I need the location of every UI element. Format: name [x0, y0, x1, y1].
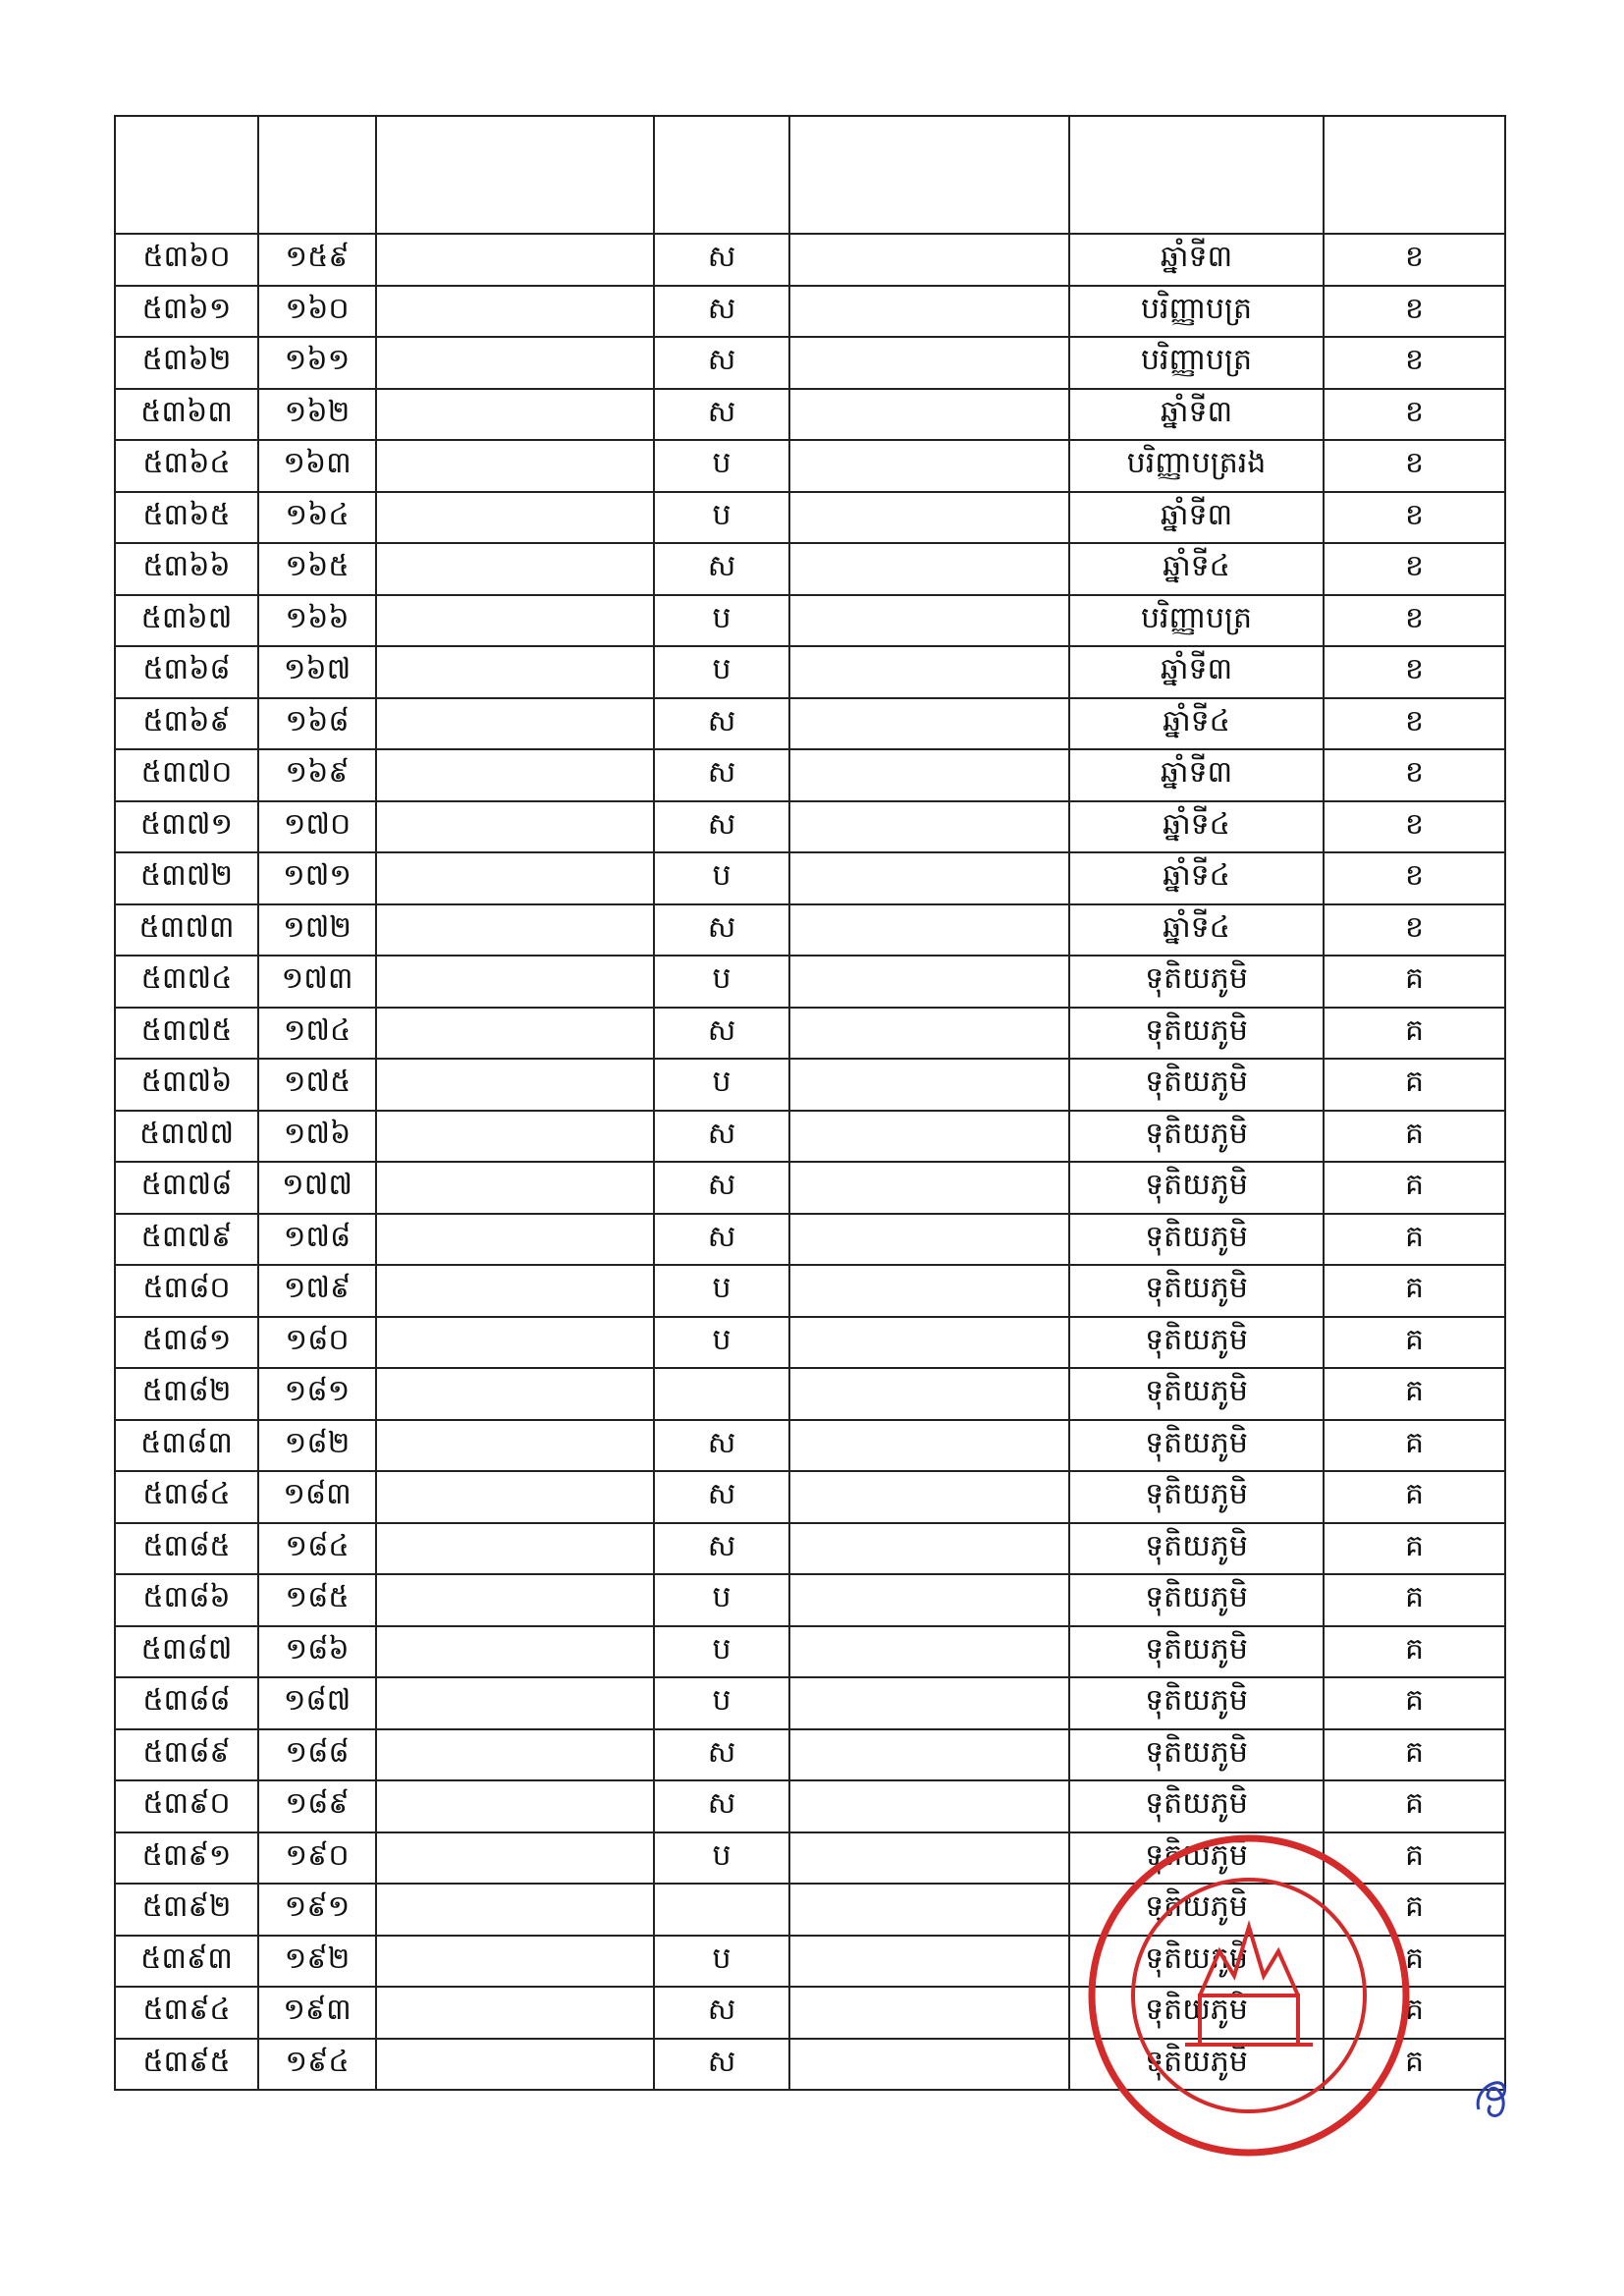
qualification-cell: ទុតិយភូមិ [1069, 1059, 1324, 1111]
full-name-cell [376, 749, 654, 801]
qualification-cell: ឆ្នាំទី៣ [1069, 389, 1324, 441]
number-cell: ១៩៣ [258, 1987, 376, 2039]
gender-cell: ស [654, 904, 789, 957]
qualification-cell: ទុតិយភូមិ [1069, 1162, 1324, 1214]
gender-cell: ស [654, 286, 789, 338]
table-row [115, 492, 1505, 544]
number-cell: ១៧៥ [258, 1059, 376, 1111]
full-name-cell [376, 1729, 654, 1781]
date-of-birth-cell [789, 1729, 1069, 1781]
overall-number-cell: ៥៣៩៤ [115, 1987, 258, 2039]
date-of-birth-cell [789, 698, 1069, 750]
full-name-cell [376, 337, 654, 389]
gender-cell [654, 1884, 789, 1936]
category-cell: គ [1324, 1574, 1505, 1626]
date-of-birth-cell [789, 801, 1069, 853]
gender-cell: ស [654, 1214, 789, 1266]
qualification-cell: ឆ្នាំទី៣ [1069, 646, 1324, 698]
header-date-of-birth [789, 116, 1069, 234]
date-of-birth-cell [789, 646, 1069, 698]
full-name-cell [376, 1936, 654, 1988]
overall-number-cell: ៥៣៩២ [115, 1884, 258, 1936]
overall-number-cell: ៥៣៦៦ [115, 543, 258, 595]
date-of-birth-cell [789, 1987, 1069, 2039]
number-cell: ១៧១ [258, 852, 376, 904]
overall-number-cell: ៥៣៨០ [115, 1265, 258, 1317]
table-row [115, 1162, 1505, 1214]
number-cell: ១៩៤ [258, 2039, 376, 2091]
table-row [115, 646, 1505, 698]
qualification-cell: ឆ្នាំទី៤ [1069, 698, 1324, 750]
category-cell: គ [1324, 1214, 1505, 1266]
date-of-birth-cell [789, 1780, 1069, 1832]
gender-cell: ស [654, 1987, 789, 2039]
full-name-cell [376, 2039, 654, 2091]
qualification-cell: បរិញ្ញាបត្រ [1069, 286, 1324, 338]
number-cell: ១៨៩ [258, 1780, 376, 1832]
category-cell: ខ [1324, 337, 1505, 389]
number-cell: ១៦៨ [258, 698, 376, 750]
full-name-cell [376, 801, 654, 853]
overall-number-cell: ៥៣៨៥ [115, 1523, 258, 1575]
category-cell: ខ [1324, 234, 1505, 286]
number-cell: ១៧៤ [258, 1008, 376, 1060]
qualification-cell: ឆ្នាំទី៤ [1069, 852, 1324, 904]
full-name-cell [376, 1059, 654, 1111]
gender-cell: ស [654, 1729, 789, 1781]
date-of-birth-cell [789, 749, 1069, 801]
overall-number-cell: ៥៣៨៧ [115, 1626, 258, 1678]
date-of-birth-cell [789, 2039, 1069, 2091]
table-row [115, 286, 1505, 338]
date-of-birth-cell [789, 1008, 1069, 1060]
overall-number-cell: ៥៣៨៨ [115, 1677, 258, 1729]
gender-cell: ប [654, 1832, 789, 1885]
table-row [115, 1471, 1505, 1523]
number-cell: ១៧៣ [258, 956, 376, 1008]
full-name-cell [376, 389, 654, 441]
overall-number-cell: ៥៣៩០ [115, 1780, 258, 1832]
category-cell: គ [1324, 1729, 1505, 1781]
full-name-cell [376, 1832, 654, 1885]
number-cell: ១៦២ [258, 389, 376, 441]
category-cell: ខ [1324, 852, 1505, 904]
category-cell: គ [1324, 1884, 1505, 1936]
category-cell: ខ [1324, 646, 1505, 698]
table-row [115, 852, 1505, 904]
gender-cell: ស [654, 389, 789, 441]
signature-mark [1471, 2070, 1514, 2119]
table-row [115, 904, 1505, 957]
table-row [115, 543, 1505, 595]
qualification-cell: ទុតិយភូមិ [1069, 1420, 1324, 1472]
date-of-birth-cell [789, 543, 1069, 595]
gender-cell: ស [654, 1162, 789, 1214]
official-seal-stamp [1082, 1829, 1416, 2162]
category-cell: គ [1324, 2039, 1505, 2091]
overall-number-cell: ៥៣៧០ [115, 749, 258, 801]
date-of-birth-cell [789, 1626, 1069, 1678]
date-of-birth-cell [789, 904, 1069, 957]
date-of-birth-cell [789, 1832, 1069, 1885]
category-cell: គ [1324, 1368, 1505, 1420]
overall-number-cell: ៥៣៦០ [115, 234, 258, 286]
table-row [115, 698, 1505, 750]
full-name-cell [376, 1523, 654, 1575]
full-name-cell [376, 440, 654, 492]
qualification-cell: ទុតិយភូមិ [1069, 1574, 1324, 1626]
full-name-cell [376, 1008, 654, 1060]
qualification-cell: ទុតិយភូមិ [1069, 1677, 1324, 1729]
header-gender [654, 116, 789, 234]
date-of-birth-cell [789, 1059, 1069, 1111]
gender-cell: ស [654, 543, 789, 595]
category-cell: គ [1324, 1111, 1505, 1163]
table-row [115, 749, 1505, 801]
full-name-cell [376, 1420, 654, 1472]
gender-cell: ប [654, 1059, 789, 1111]
full-name-cell [376, 1317, 654, 1369]
category-cell: ខ [1324, 543, 1505, 595]
number-cell: ១៨៧ [258, 1677, 376, 1729]
date-of-birth-cell [789, 1523, 1069, 1575]
date-of-birth-cell [789, 389, 1069, 441]
overall-number-cell: ៥៣៧៥ [115, 1008, 258, 1060]
overall-number-cell: ៥៣៨៦ [115, 1574, 258, 1626]
category-cell: គ [1324, 1987, 1505, 2039]
full-name-cell [376, 286, 654, 338]
table-row [115, 1214, 1505, 1266]
gender-cell: ស [654, 1471, 789, 1523]
qualification-cell: ទុតិយភូមិ [1069, 2039, 1324, 2091]
full-name-cell [376, 1162, 654, 1214]
overall-number-cell: ៥៣៦៥ [115, 492, 258, 544]
qualification-cell: ឆ្នាំទី៣ [1069, 492, 1324, 544]
table-row [115, 801, 1505, 853]
number-cell: ១៧៦ [258, 1111, 376, 1163]
number-cell: ១៩០ [258, 1832, 376, 1885]
category-cell: ខ [1324, 801, 1505, 853]
overall-number-cell: ៥៣៧៩ [115, 1214, 258, 1266]
table-row [115, 234, 1505, 286]
date-of-birth-cell [789, 1471, 1069, 1523]
gender-cell: ស [654, 749, 789, 801]
table-row [115, 337, 1505, 389]
date-of-birth-cell [789, 1884, 1069, 1936]
category-cell: គ [1324, 1059, 1505, 1111]
full-name-cell [376, 1626, 654, 1678]
overall-number-cell: ៥៣៧៣ [115, 904, 258, 957]
overall-number-cell: ៥៣៧៤ [115, 956, 258, 1008]
qualification-cell: ទុតិយភូមិ [1069, 1780, 1324, 1832]
category-cell: គ [1324, 1677, 1505, 1729]
overall-number-cell: ៥៣៦៤ [115, 440, 258, 492]
number-cell: ១៧២ [258, 904, 376, 957]
table-row [115, 389, 1505, 441]
table-row [115, 956, 1505, 1008]
category-cell: គ [1324, 1471, 1505, 1523]
number-cell: ១៦១ [258, 337, 376, 389]
number-cell: ១៨៨ [258, 1729, 376, 1781]
table-row [115, 1265, 1505, 1317]
full-name-cell [376, 904, 654, 957]
qualification-cell: ទុតិយភូមិ [1069, 1317, 1324, 1369]
gender-cell: ស [654, 337, 789, 389]
category-cell: គ [1324, 1317, 1505, 1369]
table-header-row [115, 116, 1505, 234]
header-number [258, 116, 376, 234]
number-cell: ១៦៥ [258, 543, 376, 595]
qualification-cell: ឆ្នាំទី៤ [1069, 801, 1324, 853]
number-cell: ១៦៩ [258, 749, 376, 801]
date-of-birth-cell [789, 852, 1069, 904]
qualification-cell: ទុតិយភូមិ [1069, 1111, 1324, 1163]
number-cell: ១៦០ [258, 286, 376, 338]
number-cell: ១៧៧ [258, 1162, 376, 1214]
qualification-cell: ទុតិយភូមិ [1069, 1884, 1324, 1936]
qualification-cell: ទុតិយភូមិ [1069, 1523, 1324, 1575]
qualification-cell: ឆ្នាំទី៣ [1069, 234, 1324, 286]
date-of-birth-cell [789, 440, 1069, 492]
table-row [115, 595, 1505, 647]
qualification-cell: ឆ្នាំទី៣ [1069, 749, 1324, 801]
gender-cell: ប [654, 1626, 789, 1678]
category-cell: គ [1324, 1936, 1505, 1988]
date-of-birth-cell [789, 1420, 1069, 1472]
qualification-cell: ទុតិយភូមិ [1069, 1368, 1324, 1420]
overall-number-cell: ៥៣៨៤ [115, 1471, 258, 1523]
number-cell: ១៩១ [258, 1884, 376, 1936]
date-of-birth-cell [789, 1677, 1069, 1729]
full-name-cell [376, 1265, 654, 1317]
table-row [115, 1729, 1505, 1781]
number-cell: ១៦៣ [258, 440, 376, 492]
gender-cell: ប [654, 646, 789, 698]
qualification-cell: ទុតិយភូមិ [1069, 1214, 1324, 1266]
gender-cell: ប [654, 1265, 789, 1317]
header-full-name [376, 116, 654, 234]
category-cell: ខ [1324, 698, 1505, 750]
table-row [115, 1008, 1505, 1060]
category-cell: គ [1324, 1780, 1505, 1832]
gender-cell: ស [654, 801, 789, 853]
table-row [115, 1368, 1505, 1420]
full-name-cell [376, 1677, 654, 1729]
qualification-cell: ឆ្នាំទី៤ [1069, 904, 1324, 957]
gender-cell: ស [654, 1111, 789, 1163]
full-name-cell [376, 1574, 654, 1626]
category-cell: ខ [1324, 904, 1505, 957]
table-row [115, 1059, 1505, 1111]
qualification-cell: ទុតិយភូមិ [1069, 1729, 1324, 1781]
qualification-cell: ទុតិយភូមិ [1069, 1008, 1324, 1060]
full-name-cell [376, 234, 654, 286]
full-name-cell [376, 543, 654, 595]
full-name-cell [376, 1780, 654, 1832]
date-of-birth-cell [789, 1111, 1069, 1163]
overall-number-cell: ៥៣៦៨ [115, 646, 258, 698]
number-cell: ១៧៨ [258, 1214, 376, 1266]
category-cell: គ [1324, 1626, 1505, 1678]
number-cell: ១៨៥ [258, 1574, 376, 1626]
overall-number-cell: ៥៣៨៩ [115, 1729, 258, 1781]
date-of-birth-cell [789, 1936, 1069, 1988]
category-cell: គ [1324, 1420, 1505, 1472]
date-of-birth-cell [789, 492, 1069, 544]
full-name-cell [376, 646, 654, 698]
full-name-cell [376, 1884, 654, 1936]
qualification-cell: ទុតិយភូមិ [1069, 1265, 1324, 1317]
full-name-cell [376, 1368, 654, 1420]
date-of-birth-cell [789, 1574, 1069, 1626]
gender-cell: ប [654, 1936, 789, 1988]
gender-cell: ប [654, 1677, 789, 1729]
full-name-cell [376, 956, 654, 1008]
qualification-cell: ទុតិយភូមិ [1069, 1626, 1324, 1678]
gender-cell: ប [654, 1317, 789, 1369]
category-cell: ខ [1324, 595, 1505, 647]
date-of-birth-cell [789, 1368, 1069, 1420]
table-row [115, 1574, 1505, 1626]
number-cell: ១៨០ [258, 1317, 376, 1369]
gender-cell: ប [654, 440, 789, 492]
category-cell: ខ [1324, 286, 1505, 338]
overall-number-cell: ៥៣៨៣ [115, 1420, 258, 1472]
qualification-cell: ទុតិយភូមិ [1069, 956, 1324, 1008]
number-cell: ១៨៦ [258, 1626, 376, 1678]
gender-cell: ស [654, 1008, 789, 1060]
full-name-cell [376, 1111, 654, 1163]
header-category [1324, 116, 1505, 234]
table-row [115, 440, 1505, 492]
overall-number-cell: ៥៣៦៣ [115, 389, 258, 441]
qualification-cell: បរិញ្ញាបត្រ [1069, 337, 1324, 389]
qualification-cell: ឆ្នាំទី៤ [1069, 543, 1324, 595]
date-of-birth-cell [789, 286, 1069, 338]
overall-number-cell: ៥៣៩១ [115, 1832, 258, 1885]
gender-cell: ស [654, 2039, 789, 2091]
overall-number-cell: ៥៣៦៧ [115, 595, 258, 647]
overall-number-cell: ៥៣៦២ [115, 337, 258, 389]
full-name-cell [376, 1471, 654, 1523]
table-body [115, 234, 1505, 2090]
table-row [115, 1111, 1505, 1163]
table-row [115, 1420, 1505, 1472]
category-cell: គ [1324, 1523, 1505, 1575]
table-row [115, 1780, 1505, 1832]
gender-cell: ស [654, 1780, 789, 1832]
category-cell: ខ [1324, 440, 1505, 492]
table-row [115, 1626, 1505, 1678]
table-row [115, 1317, 1505, 1369]
gender-cell: ស [654, 234, 789, 286]
full-name-cell [376, 698, 654, 750]
number-cell: ១៨៤ [258, 1523, 376, 1575]
date-of-birth-cell [789, 1317, 1069, 1369]
gender-cell: ប [654, 956, 789, 1008]
qualification-cell: ទុតិយភូមិ [1069, 1471, 1324, 1523]
full-name-cell [376, 1987, 654, 2039]
date-of-birth-cell [789, 337, 1069, 389]
gender-cell: ស [654, 1420, 789, 1472]
number-cell: ១៧០ [258, 801, 376, 853]
gender-cell: ប [654, 492, 789, 544]
overall-number-cell: ៥៣៧១ [115, 801, 258, 853]
date-of-birth-cell [789, 234, 1069, 286]
date-of-birth-cell [789, 1265, 1069, 1317]
date-of-birth-cell [789, 1214, 1069, 1266]
number-cell: ១៦៦ [258, 595, 376, 647]
qualification-cell: ទុតិយភូមិ [1069, 1936, 1324, 1988]
number-cell: ១៨១ [258, 1368, 376, 1420]
gender-cell: ប [654, 852, 789, 904]
category-cell: គ [1324, 956, 1505, 1008]
category-cell: ខ [1324, 492, 1505, 544]
header-qualification [1069, 116, 1324, 234]
number-cell: ១៨៣ [258, 1471, 376, 1523]
table-row [115, 1677, 1505, 1729]
full-name-cell [376, 595, 654, 647]
category-cell: គ [1324, 1265, 1505, 1317]
number-cell: ១៨២ [258, 1420, 376, 1472]
full-name-cell [376, 852, 654, 904]
overall-number-cell: ៥៣៧៧ [115, 1111, 258, 1163]
overall-number-cell: ៥៣៨១ [115, 1317, 258, 1369]
overall-number-cell: ៥៣៧៦ [115, 1059, 258, 1111]
overall-number-cell: ៥៣៨២ [115, 1368, 258, 1420]
gender-cell: ស [654, 698, 789, 750]
number-cell: ១៦៧ [258, 646, 376, 698]
gender-cell [654, 1368, 789, 1420]
qualification-cell: ទុតិយភូមិ [1069, 1832, 1324, 1885]
header-overall-number [115, 116, 258, 234]
overall-number-cell: ៥៣៩៣ [115, 1936, 258, 1988]
gender-cell: ប [654, 1574, 789, 1626]
date-of-birth-cell [789, 956, 1069, 1008]
category-cell: គ [1324, 1832, 1505, 1885]
date-of-birth-cell [789, 595, 1069, 647]
overall-number-cell: ៥៣៦១ [115, 286, 258, 338]
category-cell: ខ [1324, 389, 1505, 441]
qualification-cell: ទុតិយភូមិ [1069, 1987, 1324, 2039]
category-cell: គ [1324, 1162, 1505, 1214]
full-name-cell [376, 492, 654, 544]
date-of-birth-cell [789, 1162, 1069, 1214]
number-cell: ១៦៤ [258, 492, 376, 544]
number-cell: ១៥៩ [258, 234, 376, 286]
overall-number-cell: ៥៣៧៨ [115, 1162, 258, 1214]
full-name-cell [376, 1214, 654, 1266]
number-cell: ១៧៩ [258, 1265, 376, 1317]
qualification-cell: បរិញ្ញាបត្ររង [1069, 440, 1324, 492]
overall-number-cell: ៥៣៦៩ [115, 698, 258, 750]
overall-number-cell: ៥៣៩៥ [115, 2039, 258, 2091]
category-cell: គ [1324, 1008, 1505, 1060]
gender-cell: ប [654, 595, 789, 647]
overall-number-cell: ៥៣៧២ [115, 852, 258, 904]
category-cell: ខ [1324, 749, 1505, 801]
gender-cell: ស [654, 1523, 789, 1575]
roster-table [114, 115, 1506, 2091]
qualification-cell: បរិញ្ញាបត្រ [1069, 595, 1324, 647]
table-row [115, 1523, 1505, 1575]
number-cell: ១៩២ [258, 1936, 376, 1988]
